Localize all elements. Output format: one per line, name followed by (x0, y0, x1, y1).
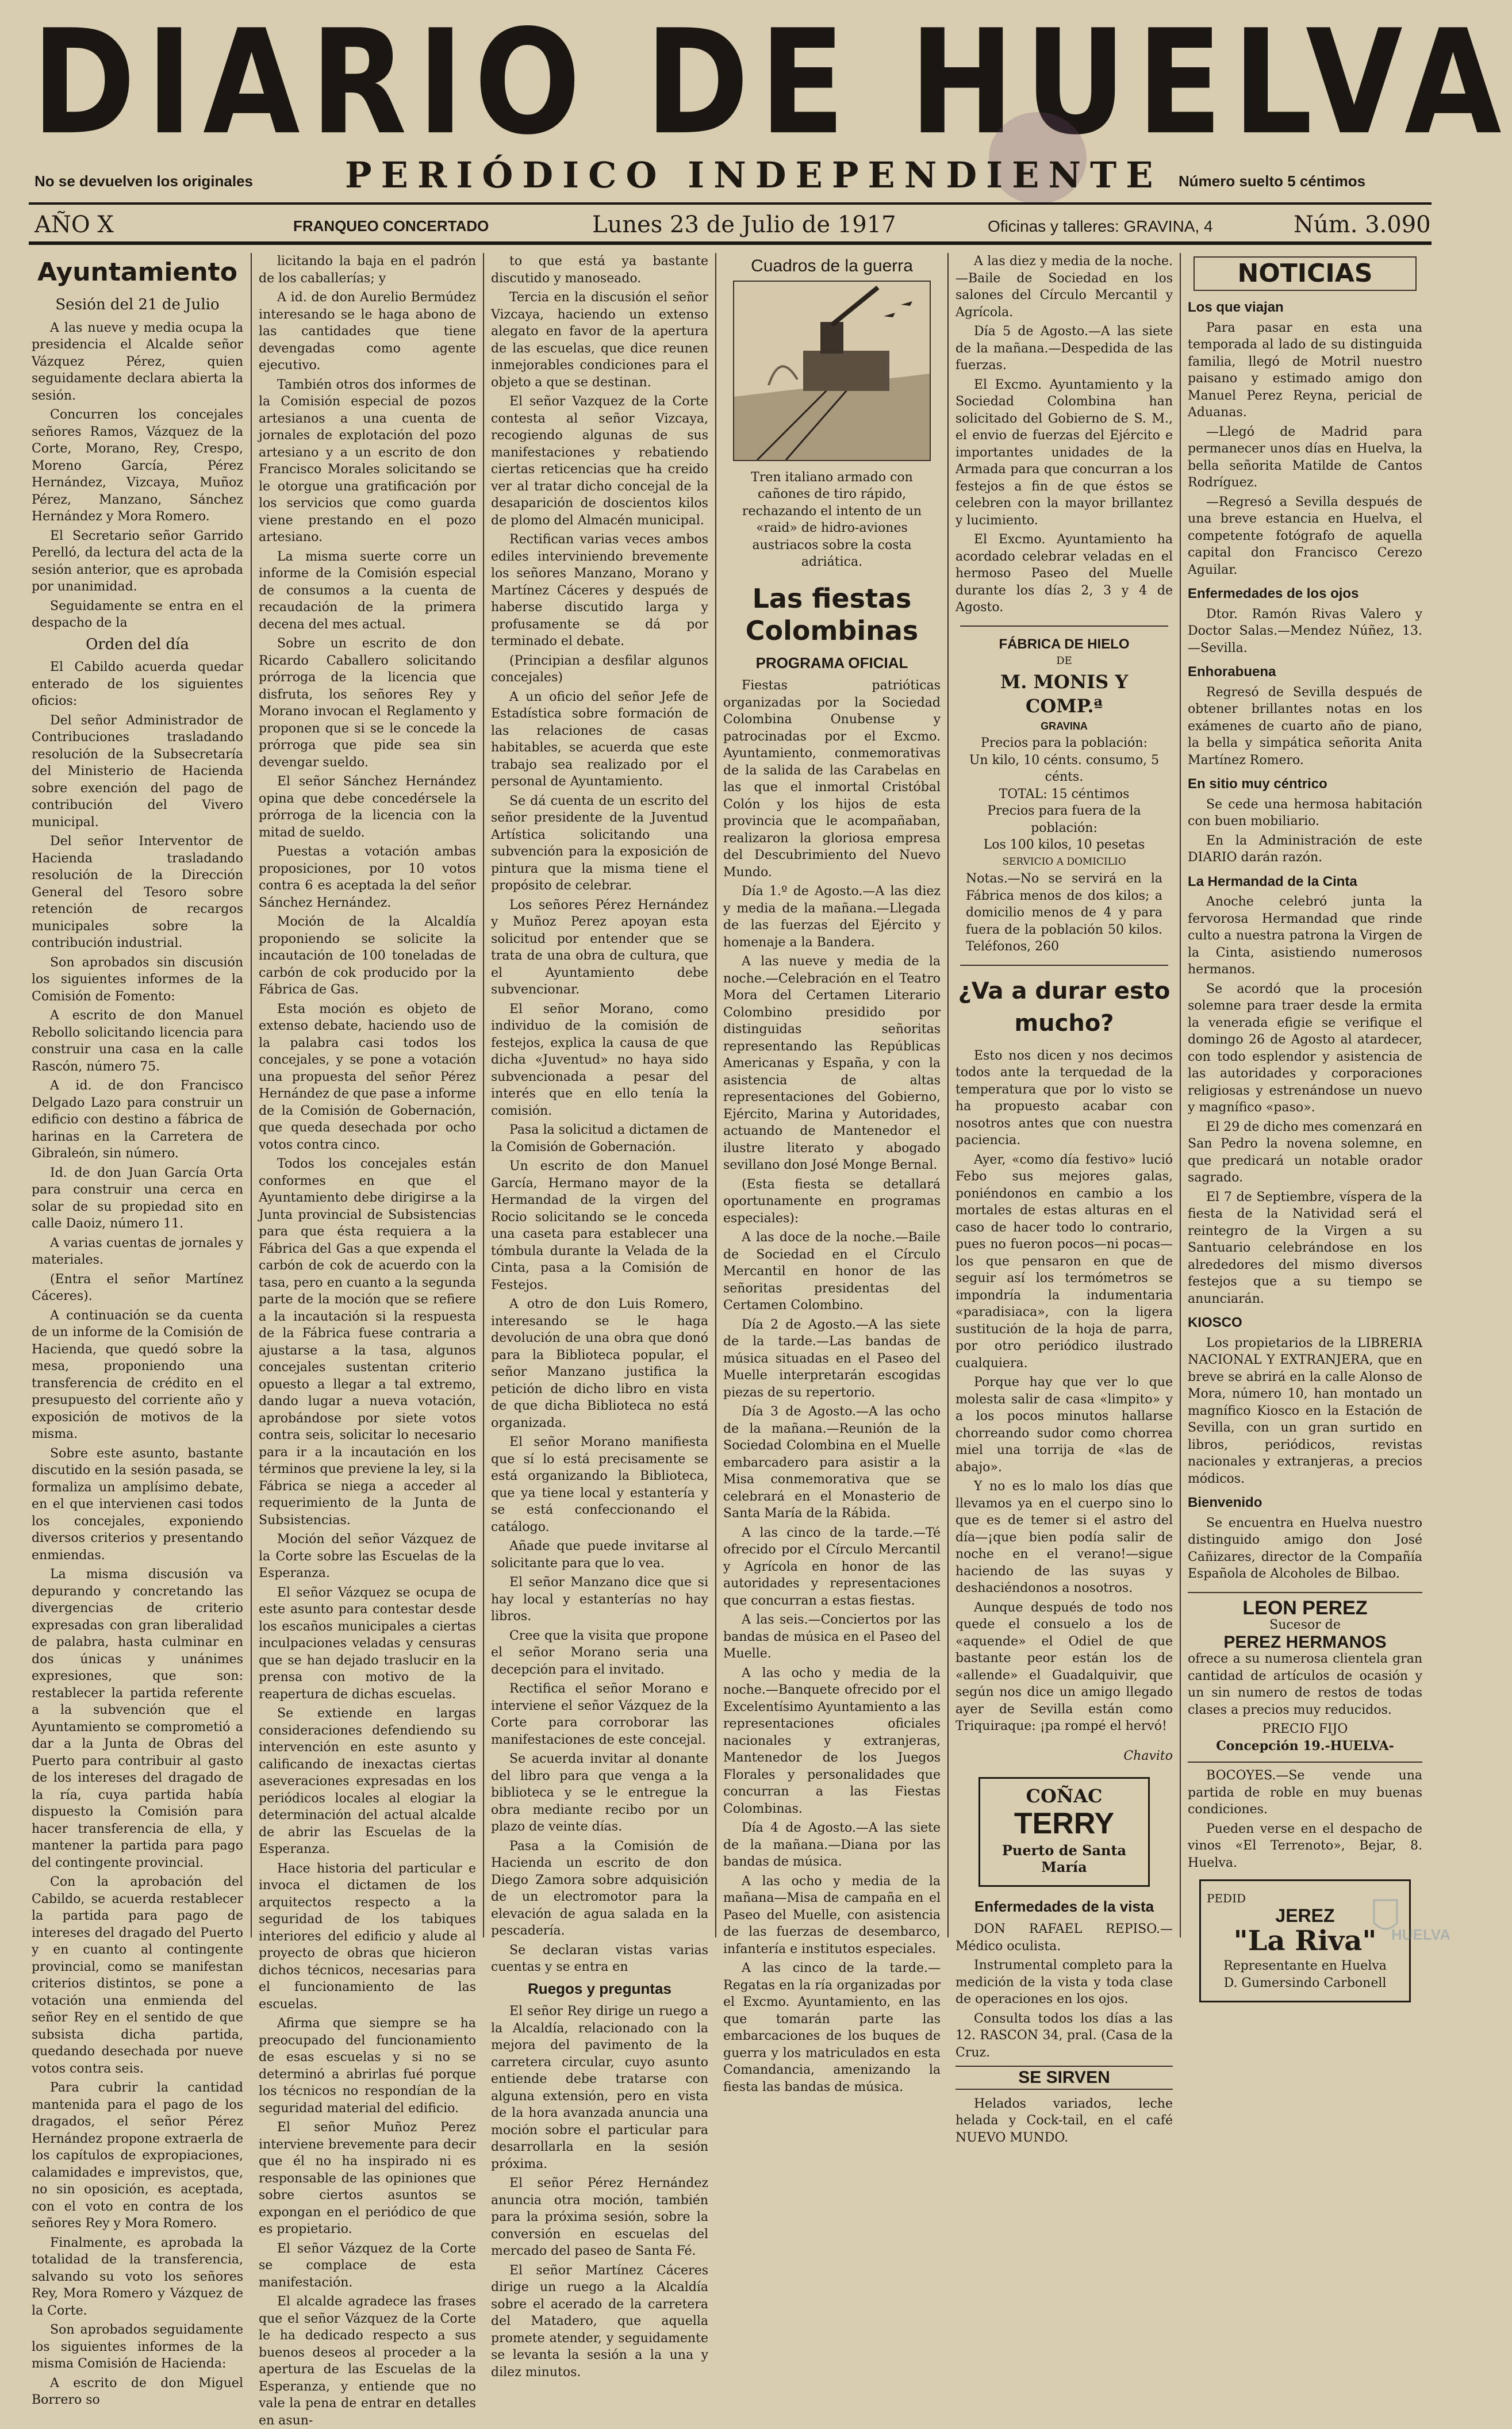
paragraph: A un oficio del señor Jefe de Estadística sobre formación de las relaciones de casas habitables, se acuerda que este trabajo sea realizado por el personal de Ayuntamiento. (491, 689, 708, 789)
la-riva-jerez: JEREZ (1275, 1905, 1335, 1926)
paragraph: Los señores Pérez Hernández y Muñoz Perez apoyan esta solicitud por entender que se trata de una obra de cultura, que el Ayuntamiento debe subvencionar. (491, 897, 708, 997)
paragraph: (Principian a desfilar algunos concejales) (491, 653, 708, 685)
paragraph: A las diez y media de la noche.—Baile de Sociedad en los salones del Círculo Mercantil y Agrícola. (955, 254, 1173, 320)
leon-perez-ad (1188, 1592, 1422, 1755)
ice-factory-de: DE (1056, 655, 1072, 667)
la-riva-rep: Representante en Huelva (1223, 1959, 1387, 1973)
news-section-title: Enhorabuena (1188, 664, 1276, 680)
paragraph: Se extiende en largas consideraciones defendiendo su intervención en este asunto y calificando de inexactas ciertas aseveraciones expresadas en los periódicos locales al elogiar la determinación del actual alcalde de abrir las Escuelas de la Esperanza. (259, 1706, 476, 1856)
paragraph: Día 3 de Agosto.—A las ocho de la mañana.—Reunión de la Sociedad Colombina en el Muelle embarcadero para asistir a la Misa conmemorativa que se celebrará en el Monasterio de Santa María de la Rábida. (723, 1405, 941, 1521)
ice-factory-line: SERVICIO A DOMICILIO (1002, 855, 1126, 868)
paragraph: El señor Vazquez de la Corte contesta al señor Vizcaya, recogiendo algunas de sus manifestaciones y rebatiendo ciertas reticencias que ha creido ver al tratar dicho concejal de la desaparición de doscientos kilos de plomo del Almacén municipal. (491, 394, 708, 528)
price-note: Número suelto 5 céntimos (1179, 172, 1366, 190)
article-signature: Chavito (1123, 1748, 1173, 1763)
session-subheading: Sesión del 21 de Julio (55, 296, 220, 313)
paragraph: Consulta todos los días a las 12. RASCON 34, pral. (Casa de la Cruz. (955, 2011, 1173, 2060)
paragraph: Para cubrir la cantidad mantenida para el pago de los dragados, el señor Pérez Hernández propone extraerla de los capítulos de expropiaciones, calamidades e imprevistos, que, no sin oposición, es aceptada, con el voto en contra de los señores Rey y Mora Romero. (32, 2081, 243, 2231)
paragraph: Día 2 de Agosto.—A las siete de la tarde.—Las bandas de música situadas en el Paseo del Muelle interpretarán escogidas piezas de su repertorio. (723, 1317, 941, 1400)
news-section-title: Enfermedades de los ojos (1188, 586, 1359, 601)
paragraph: A las ocho y media de la mañana—Misa de campaña en el Paseo del Muelle, con asistencia de las fuerzas de desembarco, infantería e institutos especiales. (723, 1874, 941, 1956)
column-5 (955, 253, 1173, 2145)
sirven-heading: SE SIRVEN (955, 2066, 1173, 2090)
paragraph: Instrumental completo para la medición de la vista y toda clase de operaciones en los ojos. (955, 1958, 1173, 2006)
conac-ad (978, 1777, 1150, 1887)
column-rule (483, 253, 484, 1937)
paragraph: El Excmo. Ayuntamiento ha acordado celebrar veladas en el hermoso Paseo del Muelle durante los días 2, 3 y 4 de Agosto. (955, 532, 1173, 615)
paragraph: A las cinco de la tarde.—Regatas en la ría organizadas por el Excmo. Ayuntamiento, en las que tomarán parte las embarcaciones de los buques de guerra y los matriculados en esta Comandancia, amenizando la fiesta las bandas de música. (723, 1961, 941, 2094)
paragraph: El señor Morano, como individuo de la comisión de festejos, explica la causa de que dicha «Juventud» no haya sido subvencionada a pesar del interés que en ello tenía la comisión. (491, 1001, 708, 1118)
la-riva-pedid: PEDID (1207, 1891, 1246, 1905)
paragraph: El Cabildo acuerda quedar enterado de los siguientes oficios: (32, 660, 243, 708)
paragraph: Del señor Administrador de Contribuciones trasladando resolución de la Subsecretaría del Ministerio de Hacienda sobre exención del pago de contribución del Vivero municipal. (32, 713, 243, 830)
paragraph: Concurren los concejales señores Ramos, Vázquez de la Corte, Morano, Rey, Crespo, Moreno García, Pérez Hernández, Vizcaya, Muñoz Pérez, Manzano, Sánchez Hernández y Mora Romero. (32, 408, 243, 524)
column-6 (1188, 253, 1422, 1990)
issue-date: Lunes 23 de Julio de 1917 (592, 212, 896, 238)
news-section-title: En sitio muy céntrico (1188, 776, 1327, 792)
paragraph: Con la aprobación del Cabildo, se acuerda restablecer la partida para pago de intereses del dragado del Puerto y en cuanto al contingente provincial, como se manifestan criterios distintos, se pone a votación una enmienda del señor Rey en el sentido de que subsista dicha partida, quedando desechada por nueve votos contra seis. (32, 1875, 243, 2076)
paragraph: A id. de don Francisco Delgado Lazo para construir un edificio con destino a fábrica de harinas en la Carretera de Gibraleón, sin número. (32, 1079, 243, 1161)
paragraph: Pueden verse en el despacho de vinos «El Terrenoto», Bejar, 8. Huelva. (1188, 1821, 1422, 1870)
paragraph: A escrito de don Miguel Borrero so (32, 2376, 243, 2407)
paragraph: (Esta fiesta se detallará oportunamente en programas especiales): (723, 1177, 941, 1226)
ice-factory-address: GRAVINA (1041, 720, 1088, 732)
paragraph: A continuación se da cuenta de un informe de la Comisión de Hacienda, que quedó sobre la mesa, proponiendo una transferencia de crédito en el presupuesto del corriente año y exposición de motivos de la misma. (32, 1308, 243, 1441)
paragraph: A id. de don Aurelio Bermúdez interesando se le haga abono de las cantidades que tiene devengadas como agente ejecutivo. (259, 290, 476, 373)
paragraph: Se acuerda invitar al donante del libro para que venga a la biblioteca y se le entregue la obra mediante recibo por un plazo de veinte días. (491, 1752, 708, 1834)
paragraph: Pasa a la Comisión de Hacienda un escrito de don Diego Zamora sobre adquisición de un electromotor para la elevación de agua salada en la pescadería. (491, 1839, 708, 1938)
ice-factory-line: Precios para fuera de la población: (987, 804, 1141, 835)
paragraph: Finalmente, es aprobada la totalidad de la transferencia, salvando su voto los señores Rey, Mora Romero y Vázquez de la Corte. (32, 2235, 243, 2318)
ice-factory-title: FÁBRICA DE HIELO (999, 636, 1130, 652)
programa-heading: PROGRAMA OFICIAL (755, 654, 908, 671)
paragraph: Se dá cuenta de un escrito del señor presidente de la Juventud Artística solicitando una subvención para la exposición de pintura que la misma tiene el propósito de celebrar. (491, 793, 708, 893)
leon-perez-name: LEON PEREZ (1242, 1597, 1368, 1619)
column-rule (251, 253, 252, 1937)
news-section-title: KIOSCO (1188, 1315, 1242, 1330)
conac-brand: TERRY (1014, 1806, 1115, 1840)
paragraph: Tercia en la discusión el señor Vizcaya, haciendo un extenso alegato en favor de la apertura de las escuelas, que dice reunen inmejorables condiciones para el objeto a que se destinan. (491, 290, 708, 390)
paragraph: El Excmo. Ayuntamiento y la Sociedad Colombina han solicitado del Gobierno de S. M., el envio de fuerzas del Ejército e importantes unidades de la Armada para que concurran a los festejos a fin de que éstos se celebren con la mayor brillantez y lucimiento. (955, 377, 1173, 528)
paragraph: Cree que la visita que propone el señor Morano seria una decepción para el invitado. (491, 1628, 708, 1677)
franqueo-label: FRANQUEO CONCERTADO (293, 217, 489, 235)
paragraph: El señor Vázquez se ocupa de este asunto para contestar desde los escaños municipales a ciertas inculpaciones veladas y censuras que se han dejado traslucir en la prensa con motivo de la reapertura de dichas escuelas. (259, 1585, 476, 1702)
paragraph: Rectifican varias veces ambos ediles interviniendo brevemente los señores Manzano, Morano y Martínez Cáceres y después de haberse discutido larga y profusamente se dá por terminado el debate. (491, 532, 708, 648)
illustration-caption: Tren italiano armado con cañones de tiro rápido, rechazando el intento de un «raid» de hidro-aviones austriacos sobre la costa adriática. (742, 470, 922, 569)
ruegos-heading: Ruegos y preguntas (528, 1979, 671, 1997)
paragraph: Se declaran vistas varias cuentas y se entra en (491, 1943, 708, 1974)
fiestas-heading: Las fiestas Colombinas (745, 582, 919, 646)
paragraph: A las nueve y media de la noche.—Celebración en el Teatro Mora del Certamen Literario Colombino presidido por distinguidas señoritas representando las Repúblicas Americanas y España, y con la asistencia de altas representaciones del Gobierno, Ejército, Marina y Autoridades, actuando de Mantenedor el ilustre literato y abogado sevillano don José Monge Bernal. (723, 954, 941, 1172)
paragraph: A otro de don Luis Romero, interesando se le haga devolución de una obra que donó para la Biblioteca popular, el señor Manzano justifica la petición de dicho libro en vista de que dicha Biblioteca no está organizada. (491, 1297, 708, 1430)
la-riva-person: D. Gumersindo Carbonell (1223, 1975, 1387, 1990)
paragraph: Moción del señor Vázquez de la Corte sobre las Escuelas de la Esperanza. (259, 1532, 476, 1580)
offices-label: Oficinas y talleres: GRAVINA, 4 (988, 217, 1213, 235)
ice-factory-line: Un kilo, 10 cénts. consumo, 5 cénts. (969, 753, 1160, 784)
paragraph: Rectifica el señor Morano e interviene el señor Vázquez de la Corte para corroborar las manifestaciones de este concejal. (491, 1682, 708, 1747)
paragraph: Se encuentra en Huelva nuestro distinguido amigo don José Cañizares, director de la Compañía Española de Alcoholes de Bilbao. (1188, 1515, 1422, 1581)
paragraph: A las seis.—Conciertos por las bandas de música en el Paseo del Muelle. (723, 1613, 941, 1661)
paragraph: Ayer, «como día festivo» lució Febo sus mejores galas, poniéndonos en cambio a los mortales de estas alturas en el caso de hacer todo lo contrario, pues no fueron pocos—ni pocas—los que pensaron en que de seguir así los termómetros se impondría la indumentaria «paradisiaca», con la ligera sustitución de la hoja de parra, por otro periódico ilustrado cualquiera. (955, 1152, 1173, 1371)
paragraph: Aunque después de todo nos quede el consuelo a los de «aquende» el Odiel de que bastante peor están los de «allende» el Guadalquivir, que según nos dice un amigo llegado ayer de Sevilla están como Triquiraque: ¡pa rompé el hervó! (955, 1600, 1173, 1733)
durar-heading: ¿Va a durar esto mucho? (958, 977, 1171, 1037)
leon-perez-sucesor: Sucesor de (1269, 1618, 1341, 1632)
ice-factory-line: TOTAL: 15 céntimos (999, 786, 1130, 801)
paragraph: El 7 de Septiembre, víspera de la fiesta de la Natividad será el reintegro de la Virgen a su Santuario celebrándose en los alrededores del mismo diversos festejos que a su tiempo se anunciarán. (1188, 1189, 1422, 1306)
paragraph: Y no es lo malo los días que llevamos ya en el cuerpo sino lo que es de temer si el astro del día—¡que bien podía salir de noche en el verano!—sigue haciendo de las suyas y deshaciéndonos a nosotros. (955, 1479, 1173, 1595)
paragraph: El señor Muñoz Perez interviene brevemente para decir que él no ha inspirado ni es responsable de las opiniones que sobre ciertos asuntos se expongan en el periódico de que es propietario. (259, 2120, 476, 2236)
paragraph: A escrito de don Manuel Rebollo solicitando licencia para construir una casa en la calle Rascón, número 75. (32, 1008, 243, 1074)
ice-factory-ad (960, 626, 1168, 966)
paragraph: Porque hay que ver lo que molesta salir de casa «limpito» y a los pocos minutos hallarse chorreando sudor como chorrea miel una torrija de «las de abajo». (955, 1375, 1173, 1475)
cuadros-heading: Cuadros de la guerra (751, 256, 913, 275)
paragraph: El señor Manzano dice que si hay local y estanterías no hay libros. (491, 1575, 708, 1624)
paragraph: Esta moción es objeto de extenso debate, haciendo uso de la palabra casi todos los concejales, y se pone a votación una propuesta del señor Pérez Hernández de que pase a informe de la Comisión de Gobernación, que queda desechada por ocho votos contra cinco. (259, 1001, 476, 1152)
paragraph: Puestas a votación ambas proposiciones, por 10 votos contra 6 es aceptada la del señor Sánchez Hernández. (259, 845, 476, 910)
masthead-subtitle: PERIÓDICO INDEPENDIENTE (345, 154, 1162, 196)
paragraph: El señor Vázquez de la Corte se complace de esta manifestación. (259, 2241, 476, 2290)
la-riva-brand: "La Riva" (1233, 1925, 1377, 1957)
paragraph: Son aprobados seguidamente los siguientes informes de la misma Comisión de Hacienda: (32, 2323, 243, 2371)
noticias-heading: NOTICIAS (1194, 256, 1417, 291)
paragraph: El alcalde agradece las frases que el señor Vázquez de la Corte le ha dedicado respecto a sus buenos deseos al proceder a la apertura de las Escuelas de la Esperanza, y entiende que no vale la pena de entrar en detalles en asun- (259, 2294, 476, 2428)
paragraph: Día 5 de Agosto.—A las siete de la mañana.—Despedida de las fuerzas. (955, 324, 1173, 373)
ice-factory-notes: Notas.—No se servirá en la Fábrica menos de dos kilos; a domicilio menos de 4 y para fuera de la población 50 kilos. Teléfonos, 260 (966, 872, 1162, 954)
column-rule (715, 253, 716, 1937)
paragraph: Id. de don Juan García Orta para construir una cerca en solar de su propiedad sito en calle Daoiz, número 11. (32, 1165, 243, 1231)
paragraph: A las ocho y media de la noche.—Banquete ofrecido por el Excelentísimo Ayuntamiento a las representaciones oficiales nacionales y extranjeras, Mantenedor de los Juegos Florales y personalidades que concurran a las Fiestas Colombinas. (723, 1666, 941, 1816)
archive-watermark-logo (1368, 1897, 1451, 1949)
news-section-title: Bienvenido (1188, 1495, 1262, 1510)
column-1 (32, 253, 243, 2407)
column-4 (723, 253, 941, 2094)
paragraph: En la Administración de este DIARIO darán razón. (1188, 833, 1422, 865)
paragraph: El Secretario señor Garrido Perelló, da lectura del acta de la sesión anterior, que es aprobada por unanimidad. (32, 528, 243, 594)
paragraph: Para pasar en esta una temporada al lado de su distinguida familia, llegó de Motril nuestro paisano y estimado amigo don Manuel Perez Reyna, pericial de Aduanas. (1188, 320, 1422, 420)
issue-number: Núm. 3.090 (1294, 212, 1431, 238)
paragraph: A las doce de la noche.—Baile de Sociedad en el Círculo Mercantil en honor de las señoritas presidentas del Certamen Colombino. (723, 1230, 941, 1313)
returns-note: No se devuelven los originales (34, 172, 254, 190)
paragraph: Día 4 de Agosto.—A las siete de la mañana.—Diana por las bandas de música. (723, 1821, 941, 1869)
paragraph: licitando la baja en el padrón de los caballerías; y (259, 254, 476, 286)
paragraph: —Llegó de Madrid para permanecer unos días en Huelva, la bella señorita Matilde de Cantos Rodríguez. (1188, 424, 1422, 490)
conac-line: Puerto de Santa María (1001, 1841, 1127, 1875)
vista-heading: Enfermedades de la vista (974, 1897, 1154, 1915)
paragraph: El señor Rey dirige un ruego a la Alcaldía, relacionado con la mejora del pavimento de la carretera circular, cuyo asunto entiende debe tratarse con alguna extensión, pero en vista de la hora avanzada anuncia una moción sobre el particular para desarrollarla en la sesión próxima. (491, 2004, 708, 2171)
paragraph: El señor Morano manifiesta que sí lo está precisamente se está organizando la Biblioteca, que ya tiene local y estantería y se está confeccionando el catálogo. (491, 1435, 708, 1534)
paragraph: El señor Sánchez Hernández opina que debe concedérsele la prórroga de la licencia con la mitad de sueldo. (259, 774, 476, 840)
paragraph: La misma suerte corre un informe de la Comisión especial de consumos a la cuenta de recaudación de la primera decena del mes actual. (259, 549, 476, 632)
news-section-title: Los que viajan (1188, 300, 1284, 315)
conac-line: COÑAC (1026, 1785, 1103, 1807)
paragraph: to que está ya bastante discutido y manoseado. (491, 254, 708, 286)
paragraph: También otros dos informes de la Comisión especial de pozos artesianos a una cuenta de jornales de explotación del pozo artesiano y a un escrito de don Francisco Morales solicitando se le otorgue una gratificación por los servicios que como guarda viene prestando en el pozo artesiano. (259, 377, 476, 544)
paragraph: Pasa la solicitud a dictamen de la Comisión de Gobernación. (491, 1123, 708, 1154)
paragraph: A varias cuentas de jornales y materiales. (32, 1235, 243, 1267)
ice-factory-line: Los 100 kilos, 10 pesetas (983, 838, 1145, 852)
war-train-illustration (733, 281, 931, 461)
paragraph: Del señor Interventor de Hacienda trasladando resolución de la Dirección General del Tesoro sobre retención de recargos municipales sobre la contribución industrial. (32, 834, 243, 950)
leon-perez-text: ofrece a su numerosa clientela gran cantidad de artículos de ocasión y un sin numero de restos de todas clases a precios muy reducidos. (1188, 1652, 1422, 1717)
paragraph: Regresó de Sevilla después de obtener brillantes notas en los exámenes de cuarto año de piano, la bella y simpática señorita Anita Martínez Romero. (1188, 685, 1422, 768)
paragraph: Hace historia del particular e invoca el dictamen de los arquitectos respecto a la seguridad de los tabiques interiores del edificio y alude al proyecto de obras que hicieron dichos técnicos, necesarias para el funcionamiento de las escuelas. (259, 1861, 476, 2012)
paragraph: Todos los concejales están conformes en que el Ayuntamiento debe dirigirse a la Junta provincial de Subsistencias para que ésta requiera a la Fábrica del Gas a que expenda el carbón de cok de acuerdo con la tasa, pero en cuanto a la segunda parte de la moción que se refiere a la incautación si la respuesta de la Fábrica fuese contraria a ajustarse a la tasa, algunos concejales sustentan criterio opuesto a llegar a tal extremo, dando lugar a nueva votación, aprobándose por siete votos contra seis, solicitar lo necesario para ir a la incautación en los términos que previene la ley, si la Fábrica se niega a acceder al requerimiento de la Junta de Subsistencias. (259, 1157, 476, 1528)
paragraph: Seguidamente se entra en el despacho de la (32, 598, 243, 630)
paragraph: (Entra el señor Martínez Cáceres). (32, 1272, 243, 1303)
paragraph: A las nueve y media ocupa la presidencia el Alcalde señor Vázquez Pérez, quien seguidamente declara abierta la sesión. (32, 320, 243, 403)
paragraph: El 29 de dicho mes comenzará en San Pedro la novena solemne, en que predicará un notable orador sagrado. (1188, 1119, 1422, 1185)
ayuntamiento-heading: Ayuntamiento (37, 258, 237, 287)
paragraph: DON RAFAEL REPISO.—Médico oculista. (955, 1922, 1173, 1954)
leon-perez-address: Concepción 19.-HUELVA- (1216, 1738, 1394, 1753)
war-train-drawing (734, 282, 930, 460)
paragraph: Se acordó que la procesión solemne para traer desde la ermita la venerada efigie se verifique el domingo 26 de Agosto al atardecer, con todo esplendor y asistencia de las autoridades y corporaciones religiosas y estrenándose un nuevo y magnífico «paso». (1188, 981, 1422, 1115)
column-rule (1180, 253, 1181, 1937)
paragraph: Afirma que siempre se ha preocupado del funcionamiento de esas escuelas y si no se determinó a abrirlas fué porque los técnicos no respondían de la seguridad material del edificio. (259, 2016, 476, 2116)
paragraph: Sobre un escrito de don Ricardo Caballero solicitando prórroga de la licencia que disfruta, los señores Rey y Morano invocan el Reglamento y proponen que si se le concede la prórroga que pide sea sin devengar sueldo. (259, 636, 476, 770)
watermark-text: HUELVA (1391, 1926, 1451, 1943)
paragraph: Helados variados, leche helada y Cock-tail, en el café NUEVO MUNDO. (955, 2096, 1173, 2145)
paragraph: Son aprobados sin discusión los siguientes informes de la Comisión de Fomento: (32, 955, 243, 1004)
paragraph: Los propietarios de la LIBRERIA NACIONAL Y EXTRANJERA, que en breve se abrirá en la calle Alonso de Mora, número 10, han montado un magnífico Kiosco en la Estación de Sevilla, con un gran surtido en libros, periódicos, revistas nacionales y extranjeras, a precios módicos. (1188, 1336, 1422, 1486)
orden-heading: Orden del día (86, 635, 189, 653)
paragraph: A las cinco de la tarde.—Té ofrecido por el Círculo Mercantil y Agrícola en honor de las autoridades y representaciones que concurran a estas fiestas. (723, 1525, 941, 1608)
paragraph: Moción de la Alcaldía proponiendo se solicite la incautación de 100 toneladas de carbón de cok producido por la Fábrica de Gas. (259, 915, 476, 997)
column-2 (259, 253, 476, 2428)
year-label: AÑO X (34, 212, 114, 238)
paragraph: Día 1.º de Agosto.—A las diez y media de la mañana.—Llegada de las fuerzas del Ejército y homenaje a la Bandera. (723, 884, 941, 950)
leon-perez-hermanos: PEREZ HERMANOS (1223, 1632, 1387, 1652)
paragraph: Se cede una hermosa habitación con buen mobiliario. (1188, 797, 1422, 828)
masthead-title: DIARIO DE HUELVA (32, 0, 1512, 167)
paragraph: El señor Martínez Cáceres dirige un ruego a la Alcaldía sobre el acerado de la carretera del Matadero, que aquella promete atender, y seguidamente se levanta la sesión a la una y dilez minutos. (491, 2263, 708, 2380)
paragraph: Dtor. Ramón Rivas Valero y Doctor Salas.—Mendez Núñez, 13.—Sevilla. (1188, 607, 1422, 655)
paragraph: Añade que puede invitarse al solicitante para que lo vea. (491, 1539, 708, 1571)
paragraph: El señor Pérez Hernández anuncia otra moción, también para la próxima sesión, sobre la conversión en escuelas del mercado del paseo de Santa Fé. (491, 2176, 708, 2258)
ice-factory-name: M. MONIS Y COMP.ª (1000, 670, 1129, 717)
paragraph: La misma discusión va depurando y concretando las divergencias de criterio expresadas con gran liberalidad de palabra, hasta culminar en dos únicas y unánimes expresiones, que son: restablecer la partida referente a la subvención que el Ayuntamiento se comprometió a dar a la Junta de Obras del Puerto para contribuir al gasto de los intereses del dragado de la ría, cuya partida había dispuesto la Comisión para hacer transferencia de ella, y mantener la partida para pago del contingente provincial. (32, 1567, 243, 1870)
masthead-rule-bottom (29, 241, 1432, 245)
paragraph: Fiestas patrióticas organizadas por la Sociedad Colombina Onubense y patrocinadas por el Excmo. Ayuntamiento, conmemorativas de la salida de las Carabelas en las que el inmortal Cristóbal Colón y los hijos de esta provincia que le acompañaban, realizaron la gloriosa empresa del Descubrimiento del Nuevo Mundo. (723, 678, 941, 880)
paragraph: —Regresó a Sevilla después de una breve estancia en Huelva, el competente fotógrafo de aquella capital don Francisco Cerezo Aguilar. (1188, 494, 1422, 577)
paragraph: Anoche celebró junta la fervorosa Hermandad que rinde culto a nuestra patrona la Virgen de la Cinta, asistiendo numerosos hermanos. (1188, 895, 1422, 977)
column-rule (947, 253, 949, 1937)
paragraph: BOCOYES.—Se vende una partida de roble en muy buenas condiciones. (1188, 1762, 1422, 1818)
column-3 (491, 253, 708, 2380)
masthead-rule-top (29, 202, 1432, 205)
ice-factory-line: Precios para la población: (981, 736, 1148, 750)
leon-perez-precio: PRECIO FIJO (1262, 1722, 1348, 1736)
news-section-title: La Hermandad de la Cinta (1188, 873, 1357, 889)
paragraph: Sobre este asunto, bastante discutido en la sesión pasada, se formaliza un amplísimo debate, en el que intervienen casi todos los concejales, exponiendo diversos criterios y presentando enmiendas. (32, 1446, 243, 1563)
paragraph: Un escrito de don Manuel García, Hermano mayor de la Hermandad de la virgen del Rocio solicitando se le conceda una caseta para establecer una tómbula durante la Velada de la Cinta, pasa a la Comisión de Festejos. (491, 1159, 708, 1292)
paragraph: Esto nos dicen y nos decimos todos ante la terquedad de la temperatura que por lo visto se ha propuesto acabar con nosotros antes que con nuestra paciencia. (955, 1048, 1173, 1148)
